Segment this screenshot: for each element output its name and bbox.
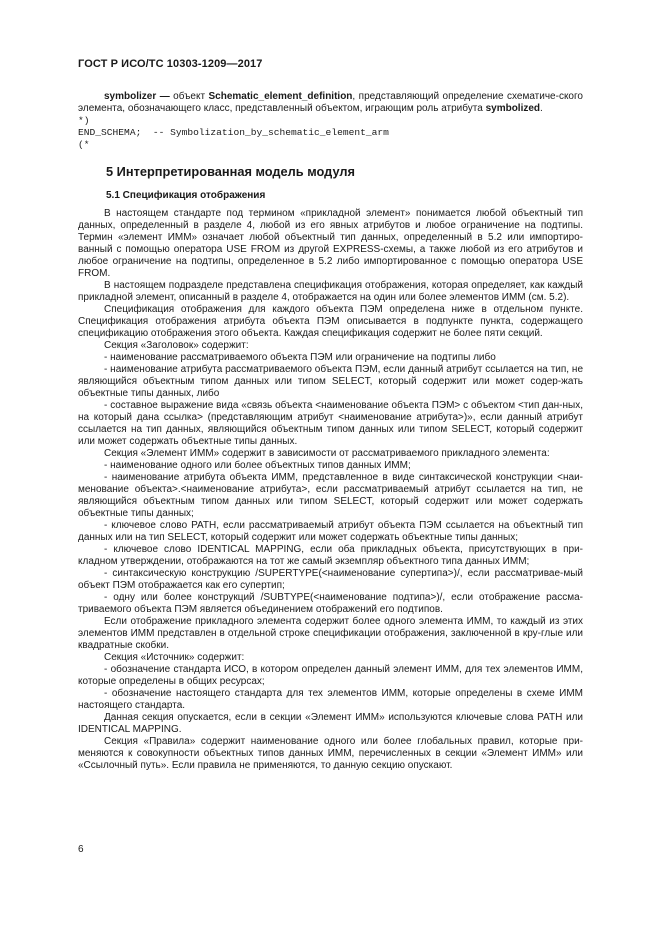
page-number: 6 [78, 844, 84, 855]
paragraph: В настоящем подразделе представлена спецификация отображения, которая определяет, как каждый прикладной элемент, описанный в разделе 4, отображается на один или более элементов ИММ (см. 5.2). [78, 280, 583, 303]
list-item: - составное выражение вида «связь объекта <наименование объекта ПЭМ> с объектом <тип дан-ных, на который дана ссылка> (представляющим атрибут <наименование атрибута>)», если данный атрибут ссылается на тип данных, являющийся объектным типом данных или типом SELECT, который содержит или может содержать объектные типы данных. [78, 400, 583, 447]
code-line-2: END_SCHEMA; -- Symbolization_by_schematic_element_arm [78, 127, 389, 138]
paragraph: Если отображение прикладного элемента содержит более одного элемента ИММ, то каждый из этих элементов ИММ представлен в отдельной строке спецификации отображения, заключенной в кру-глые или квадратные скобки. [78, 616, 583, 651]
list-item: - одну или более конструкций /SUBTYPE(<наименование подтипа>)/, если отображение рассма-триваемого объекта ПЭМ является объединением отображений его подтипов. [78, 592, 583, 615]
attribute-name: symbolized [485, 103, 541, 114]
paragraph: Секция «Элемент ИММ» содержит в зависимости от рассматриваемого прикладного элемента: [104, 448, 550, 459]
paragraph: Секция «Правила» содержит наименование одного или более глобальных правил, которые при-меняются к совокупности объектных типов данных ИММ, перечисленных в секции «Элемент ИММ» или «Ссылочный путь». Если правила не применяются, то данную секцию опускают. [78, 736, 583, 771]
symbolizer-term: symbolizer — [104, 91, 170, 102]
paragraph: Секция «Источник» содержит: [104, 652, 245, 663]
paragraph: Данная секция опускается, если в секции «Элемент ИММ» используются ключевые слова PATH или IDENTICAL MAPPING. [78, 712, 583, 735]
list-item: - наименование одного или более объектных типов данных ИММ; [104, 460, 411, 471]
list-item: - наименование рассматриваемого объекта ПЭМ или ограничение на подтипы либо [104, 352, 496, 363]
list-item: - ключевое слово IDENTICAL MAPPING, если оба прикладных объекта, присутствующих в при-кладном утверждении, отображаются на тот же самый экземпляр объектного типа данных ИММ; [78, 544, 583, 567]
paragraph: Секция «Заголовок» содержит: [104, 340, 249, 351]
list-item: - наименование атрибута объекта ИММ, представленное в виде синтаксической конструкции <наи-менование объекта>.<наименование атрибута>, если рассматриваемый атрибут ссылается на тип, не являющийся объектным типом данных или типом SELECT, который содержит или может содержать объектные типы данных; [78, 472, 583, 519]
section-5-1-heading: 5.1 Спецификация отображения [106, 190, 266, 201]
document-header: ГОСТ Р ИСО/ТС 10303-1209—2017 [78, 58, 263, 70]
entity-name: Schematic_element_definition [208, 91, 353, 102]
list-item: - обозначение настоящего стандарта для тех элементов ИММ, которые определены в схеме ИММ настоящего стандарта. [78, 688, 583, 711]
code-line-3: (* [78, 139, 90, 150]
page-content [78, 91, 583, 772]
code-line-1: *) [78, 115, 90, 126]
symbolizer-definition: symbolizer — объект Schematic_element_definition, представляющий определение схематиче-ского элемента, обозначающего класс, представленный объектом, играющим роль атрибута symbolized. [78, 91, 583, 114]
section-5-heading: 5 Интерпретированная модель модуля [106, 164, 355, 179]
list-item: - наименование атрибута рассматриваемого объекта ПЭМ, если данный атрибут ссылается на тип, не являющийся объектным типом данных или типом SELECT, который содержит или может содер-жать объектные типы данных, либо [78, 364, 583, 399]
list-item: - ключевое слово PATH, если рассматриваемый атрибут объекта ПЭМ ссылается на объектный тип данных или на тип SELECT, который содержит или может содержать объектные типы данных; [78, 520, 583, 543]
list-item: - синтаксическую конструкцию /SUPERTYPE(<наименование супертипа>)/, если рассматривае-мый объект ПЭМ отображается как его супертип; [78, 568, 583, 591]
list-item: - обозначение стандарта ИСО, в котором определен данный элемент ИММ, для тех элементов ИММ, которые определены в общих ресурсах; [78, 664, 583, 687]
paragraph: В настоящем стандарте под термином «прикладной элемент» понимается любой объектный тип данных, определенный в разделе 4, любой из его явных атрибутов и любое ограничение на подтипы. Термин «элемент ИММ» означает любой объектный тип данных, определенный в 5.2 или импортиро-ванный с помощью оператора USE FROM из другой EXPRESS-схемы, а также любой из его атрибутов и любое ограничение на подтипы, определенное в 5.2 либо импортированное с помощью оператора USE FROM. [78, 208, 583, 279]
paragraph: Спецификация отображения для каждого объекта ПЭМ определена ниже в отдельном пункте. Спецификация отображения атрибута объекта ПЭМ описывается в подпункте пункта, содержащего спецификацию отображения этого объекта. Каждая спецификация содержит не более пяти секций. [78, 304, 583, 339]
